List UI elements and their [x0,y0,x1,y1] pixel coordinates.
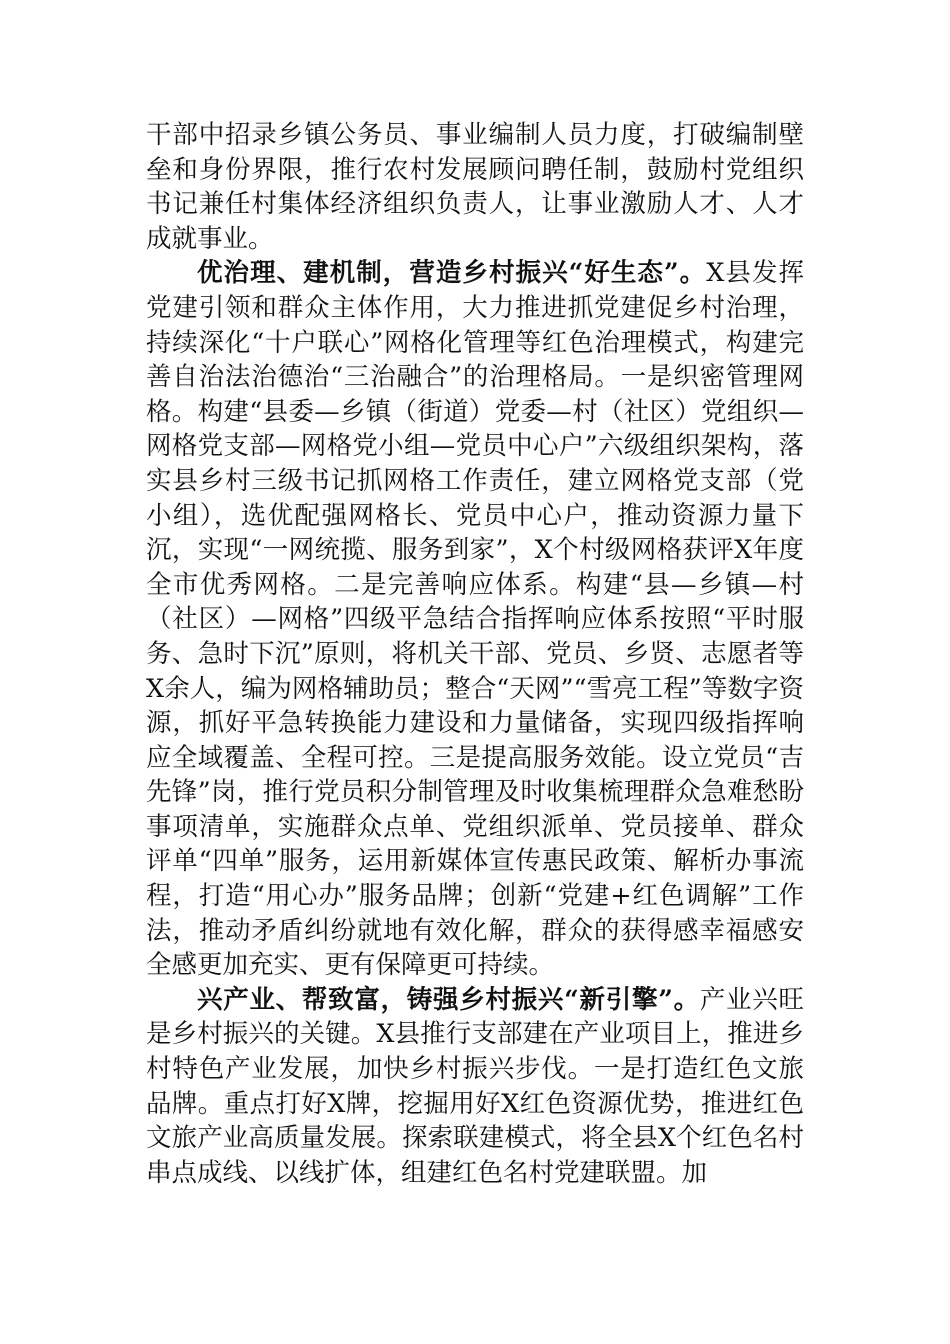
paragraph-3-heading: 兴产业、帮致富，铸强乡村振兴“新引擎”。 [197,984,700,1015]
paragraph-2-heading: 优治理、建机制，营造乡村振兴“好生态”。 [197,258,707,289]
paragraph-3-text: 产业兴旺是乡村振兴的关键。X县推行支部建在产业项目上，推进乡村特色产业发展，加快乡村振兴步伐。一是打造红色文旅品牌。重点打好X牌，挖掘用好X红色资源优势，推进红色文旅产业高质量发展。探索联建模式，将全县X个红色名村串点成线、以线扩体，组建红色名村党建联盟。加 [146,984,804,1188]
paragraph-2-text: X县发挥党建引领和群众主体作用，大力推进抓党建促乡村治理，持续深化“十户联心”网格化管理等红色治理模式，构建完善自治法治德治“三治融合”的治理格局。一是织密管理网格。构建“县委—乡镇（街道）党委—村（社区）党组织—网格党支部—网格党小组—党员中心户”六级组织架构，落实县乡村三级书记抓网格工作责任，建立网格党支部（党小组），选优配强网格长、党员中心户，推动资源力量下沉，实现“一网统揽、服务到家”，X个村级网格获评X年度全市优秀网格。二是完善响应体系。构建“县—乡镇—村（社区）—网格”四级平急结合指挥响应体系按照“平时服务、急时下沉”原则，将机关干部、党员、乡贤、志愿者等X余人，编为网格辅助员；整合“天网”“雪亮工程”等数字资源，抓好平急转换能力建设和力量储备，实现四级指挥响应全域覆盖、全程可控。三是提高服务效能。设立党员“吉先锋”岗，推行党员积分制管理及时收集梳理群众急难愁盼事项清单，实施群众点单、党组织派单、党员接单、群众评单“四单”服务，运用新媒体宣传惠民政策、解析办事流程，打造“用心办”服务品牌；创新“党建+红色调解”工作法，推动矛盾纠纷就地有效化解，群众的获得感幸福感安全感更加充实、更有保障更可持续。 [146,258,805,981]
paragraph-1 [146,118,804,256]
paragraph-2 [146,256,804,982]
paragraph-1-text: 干部中招录乡镇公务员、事业编制人员力度，打破编制壁垒和身份界限，推行农村发展顾问聘任制，鼓励村党组织书记兼任村集体经济组织负责人，让事业激励人才、人才成就事业。 [146,120,804,254]
paragraph-3 [146,983,804,1191]
document-page [146,118,804,1190]
